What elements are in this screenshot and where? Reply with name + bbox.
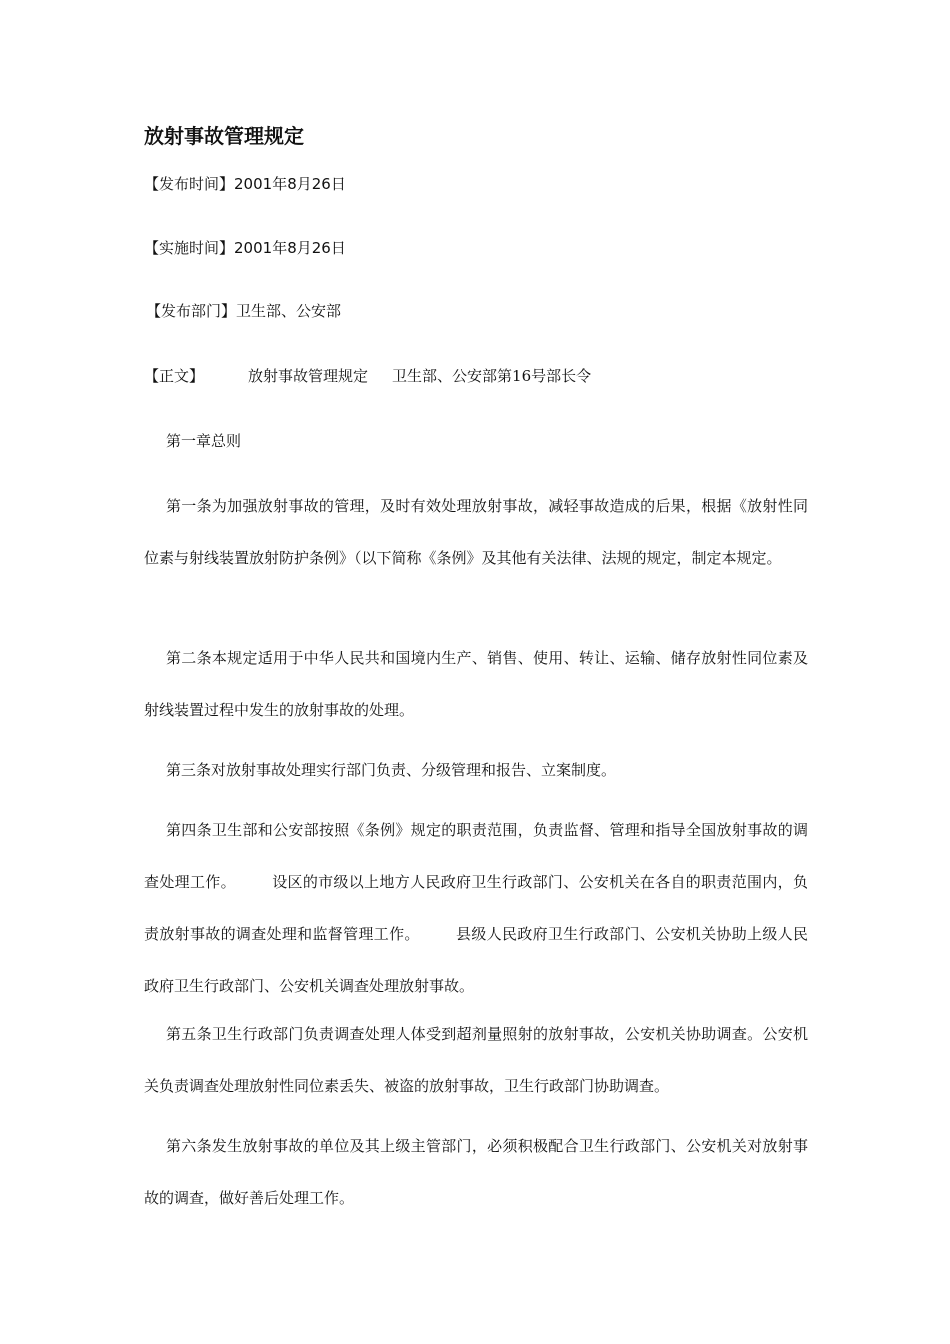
publish-time-line — [144, 173, 346, 195]
article-3: 第三条对放射事故处理实行部门负责、分级管理和报告、立案制度。 — [166, 761, 617, 779]
body-label: 【正文】 — [144, 367, 205, 385]
article-2: 第二条本规定适用于中华人民共和国境内生产、销售、使用、转让、运输、储存放射性同位素及射线装置过程中发生的放射事故的处理。 — [144, 649, 808, 719]
article-1: 第一条为加强放射事故的管理，及时有效处理放射事故，减轻事故造成的后果，根据《放射性同位素与射线装置放射防护条例》（以下简称《条例》及其他有关法律、法规的规定，制定本规定。 — [144, 497, 808, 567]
publish-time-label: 【发布时间】 — [144, 175, 235, 193]
publish-time-value: 2001年8月26日 — [234, 175, 346, 193]
article-4-part-3: 县级人民政府卫生行政部门、公安机关协助上级人民政府卫生行政部门、公安机关调查处理放射事故。 — [144, 925, 808, 995]
article-5: 第五条卫生行政部门负责调查处理人体受到超剂量照射的放射事故，公安机关协助调查。公安机关负责调查处理放射性同位素丢失、被盗的放射事故，卫生行政部门协助调查。 — [144, 1025, 808, 1095]
effective-time-label: 【实施时间】 — [144, 239, 235, 257]
department-line — [146, 300, 341, 322]
body-title: 放射事故管理规定 — [248, 367, 369, 385]
article-4 — [144, 804, 808, 1012]
effective-time-value: 2001年8月26日 — [234, 239, 346, 257]
article-4-part-1: 第四条卫生部和公安部按照《条例》规定的职责范围，负责监督、管理和指导全国放射事故的调查处理工作。 — [144, 821, 808, 891]
body-order: 卫生部、公安部第16号部长令 — [392, 367, 592, 385]
department-value: 卫生部、公安部 — [236, 302, 342, 320]
chapter-heading: 第一章总则 — [166, 432, 242, 450]
body-header-line — [144, 365, 591, 387]
article-4-part-2: 设区的市级以上地方人民政府卫生行政部门、公安机关在各自的职责范围内，负责放射事故的调查处理和监督管理工作。 — [144, 873, 808, 943]
department-label: 【发布部门】 — [146, 302, 237, 320]
effective-time-line — [144, 237, 346, 259]
article-6: 第六条发生放射事故的单位及其上级主管部门，必须积极配合卫生行政部门、公安机关对放射事故的调查，做好善后处理工作。 — [144, 1137, 808, 1207]
document-title: 放射事故管理规定 — [144, 124, 304, 148]
